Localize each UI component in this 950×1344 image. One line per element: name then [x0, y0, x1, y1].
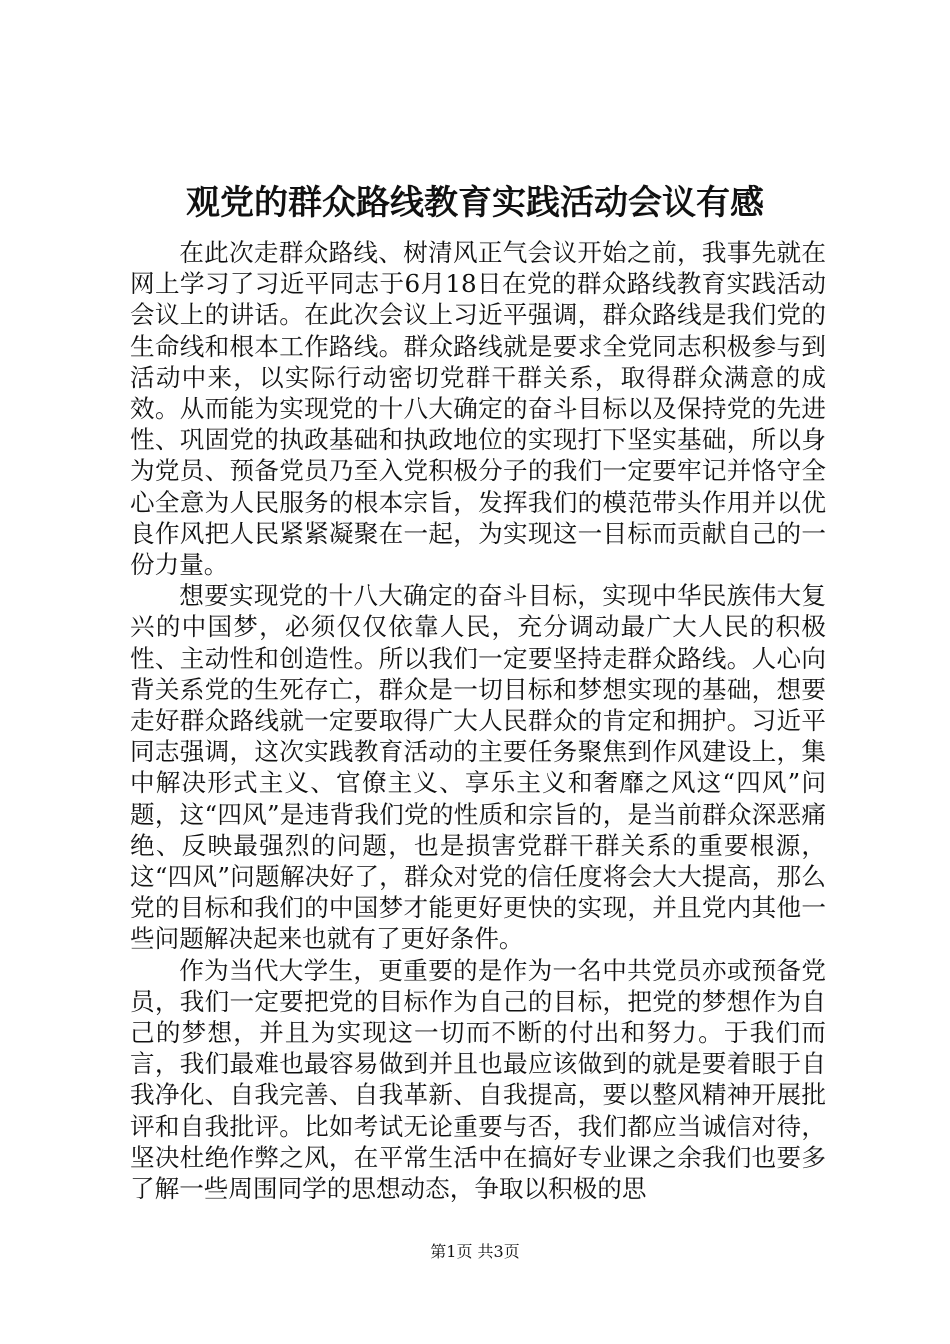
paragraph-2: 想要实现党的十八大确定的奋斗目标，实现中华民族伟大复兴的中国梦，必须仅仅依靠人民，充分调动最广大人民的积极性、主动性和创造性。所以我们一定要坚持走群众路线。人心向背关系党的生死存亡，群众是一切目标和梦想实现的基础，想要走好群众路线就一定要取得广大人民群众的肯定和拥护。习近平同志强调，这次实践教育活动的主要任务聚焦到作风建设上，集中解决形式主义、官僚主义、享乐主义和奢靡之风这“四风”问题，这“四风”是违背我们党的性质和宗旨的，是当前群众深恶痛绝、反映最强烈的问题，也是损害党群干群关系的重要根源，这“四风”问题解决好了，群众对党的信任度将会大大提高，那么党的目标和我们的中国梦才能更好更快的实现，并且党内其他一些问题解决起来也就有了更好条件。 — [130, 581, 826, 954]
document-title: 观党的群众路线教育实践活动会议有感 — [186, 183, 764, 223]
document-body — [130, 237, 826, 1204]
paragraph-3: 作为当代大学生，更重要的是作为一名中共党员亦或预备党员，我们一定要把党的目标作为自己的目标，把党的梦想作为自己的梦想，并且为实现这一切而不断的付出和努力。于我们而言，我们最难也最容易做到并且也最应该做到的就是要着眼于自我净化、自我完善、自我革新、自我提高，要以整风精神开展批评和自我批评。比如考试无论重要与否，我们都应当诚信对待，坚决杜绝作弊之风，在平常生活中在搞好专业课之余我们也要多了解一些周围同学的思想动态，争取以积极的思 — [130, 955, 826, 1204]
paragraph-1: 在此次走群众路线、树清风正气会议开始之前，我事先就在网上学习了习近平同志于6月18日在党的群众路线教育实践活动会议上的讲话。在此次会议上习近平强调，群众路线是我们党的生命线和根本工作路线。群众路线就是要求全党同志积极参与到活动中来，以实际行动密切党群干群关系，取得群众满意的成效。从而能为实现党的十八大确定的奋斗目标以及保持党的先进性、巩固党的执政基础和执政地位的实现打下坚实基础，所以身为党员、预备党员乃至入党积极分子的我们一定要牢记并恪守全心全意为人民服务的根本宗旨，发挥我们的模范带头作用并以优良作风把人民紧紧凝聚在一起，为实现这一目标而贡献自己的一份力量。 — [130, 238, 826, 580]
page-footer: 第1页 共3页 — [430, 1242, 520, 1261]
